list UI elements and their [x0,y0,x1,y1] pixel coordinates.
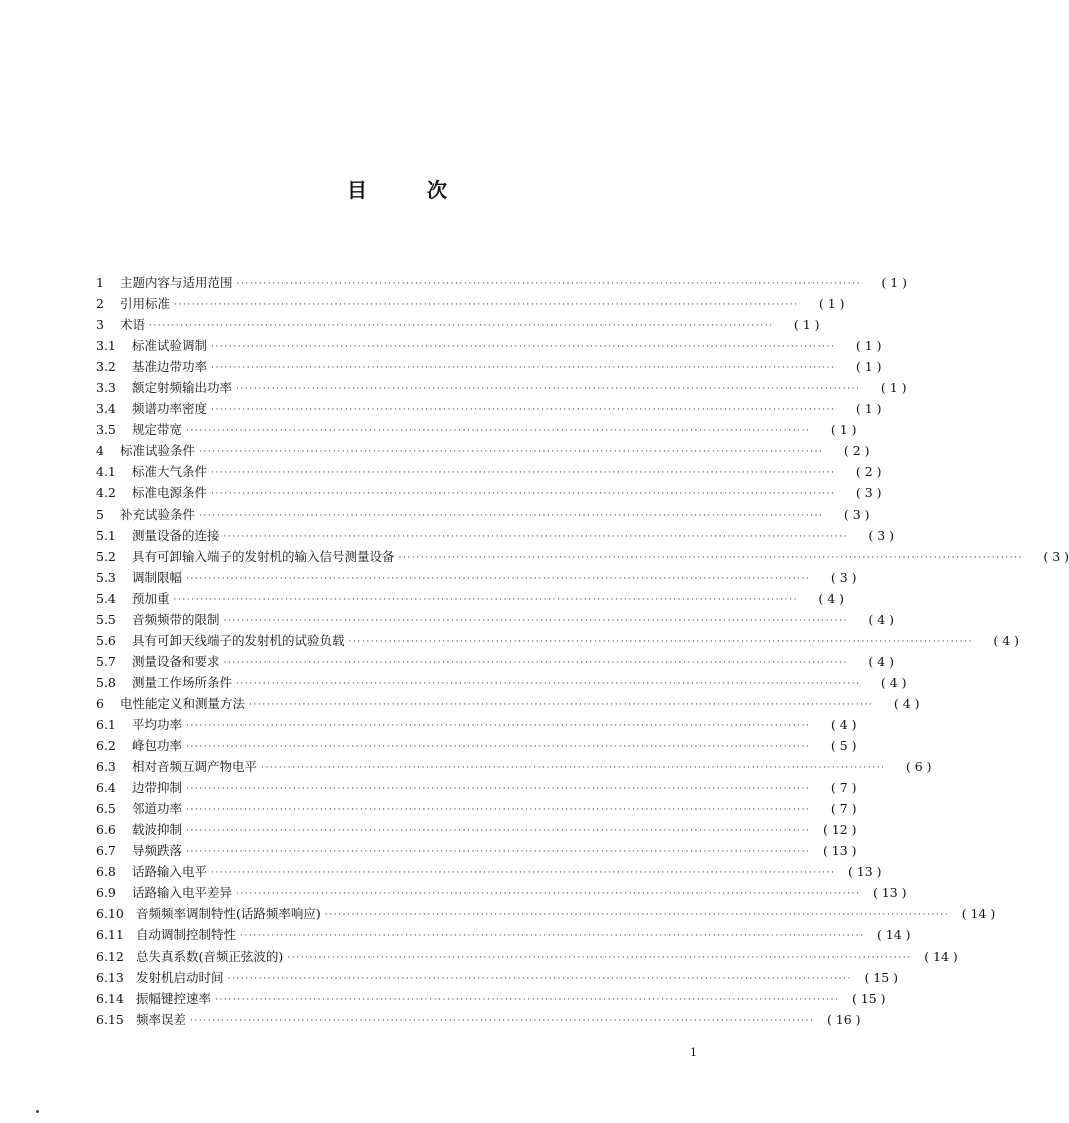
toc-entry-page: ( 7 ) [830,780,857,796]
toc-entry-number: 3 [96,317,104,333]
dot-leader: ············································································································································ [186,426,811,437]
toc-entry[interactable] [96,924,911,945]
toc-entry-page: ( 2 ) [843,443,870,459]
toc-entry-page: ( 4 ) [830,716,857,732]
toc-entry-number: 6.12 [96,948,124,964]
toc-entry-number: 3.4 [96,401,116,417]
dot-leader: ············································································································································ [211,489,836,500]
toc-entry-page: ( 1 ) [793,317,820,333]
dot-leader: ············································································································································ [199,447,824,458]
toc-entry-number: 5.7 [96,653,116,669]
dot-leader: ············································································································································ [215,994,840,1005]
toc-entry[interactable] [96,356,882,377]
toc-entry-title: 标准试验调制 [132,338,208,354]
toc-entry-title: 边带抑制 [132,780,183,796]
toc-entry[interactable] [96,461,882,482]
toc-entry-number: 6.5 [96,801,116,817]
title-char-1: 目 [347,178,367,202]
toc-entry[interactable] [96,903,996,924]
toc-entry[interactable] [96,693,920,714]
dot-leader: ············································································································································ [211,405,836,416]
toc-entry-title: 频率误差 [136,1011,187,1027]
toc-entry-title: 预加重 [132,590,170,606]
toc-entry-number: 6.2 [96,738,116,754]
dot-leader: ············································································································································ [236,678,861,689]
dot-leader: ············································································································································ [186,826,811,837]
toc-entry-page: ( 4 ) [893,695,920,711]
dot-leader: ············································································································································ [227,973,853,984]
toc-entry-number: 5.4 [96,590,116,606]
dot-leader: ············································································································································ [236,384,861,395]
toc-entry-number: 3.2 [96,359,116,375]
dot-leader: ············································································································································ [186,742,811,753]
toc-entry-page: ( 1 ) [855,359,882,375]
dot-leader: ············································································································································ [199,510,824,521]
toc-entry-number: 5.1 [96,527,116,543]
toc-entry-page: ( 13 ) [872,885,907,901]
toc-entry-number: 5.3 [96,569,116,585]
toc-entry[interactable] [96,840,857,861]
toc-entry[interactable] [96,546,1069,567]
dot-leader: ············································································································································ [186,573,811,584]
toc-entry-title: 引用标准 [120,296,171,312]
toc-entry-page: ( 15 ) [864,969,899,985]
toc-entry-title: 标准大气条件 [132,464,208,480]
toc-entry[interactable] [96,1009,861,1030]
toc-entry-page: ( 13 ) [847,864,882,880]
dot-leader: ············································································································································ [190,1015,815,1026]
toc-entry-page: ( 1 ) [855,338,882,354]
toc-entry-page: ( 13 ) [822,843,857,859]
toc-entry-number: 6.15 [96,1011,124,1027]
toc-entry-page: ( 15 ) [851,990,886,1006]
toc-entry[interactable] [96,630,1020,651]
dot-leader: ············································································································································ [223,531,849,542]
toc-entry-number: 6.8 [96,864,116,880]
toc-entry[interactable] [96,819,857,840]
toc-entry-title: 发射机启动时间 [136,969,224,985]
toc-entry-page: ( 1 ) [881,275,908,290]
page-title [0,174,794,203]
dot-leader: ············································································································································ [249,699,874,710]
toc-entry-number: 3.1 [96,338,116,354]
table-of-contents [96,272,1069,1030]
toc-entry-number: 6.4 [96,780,116,796]
toc-entry-page: ( 1 ) [855,401,882,417]
toc-entry[interactable] [96,672,907,693]
toc-entry-title: 调制限幅 [132,569,183,585]
toc-entry[interactable] [96,419,857,440]
toc-entry-number: 6.9 [96,885,116,901]
dot-leader: ············································································································································ [211,342,836,353]
dot-leader: ············································································································································ [236,889,861,900]
toc-entry-page: ( 3 ) [868,527,895,543]
dot-leader: ············································································································································ [186,847,811,858]
toc-entry-number: 4.1 [96,464,116,480]
toc-entry-number: 6.11 [96,927,124,943]
toc-entry-title: 规定带宽 [132,422,183,438]
toc-entry[interactable] [96,946,958,967]
toc-entry-page: ( 1 ) [818,296,845,312]
toc-entry-title: 相对音频互调产物电平 [132,759,258,775]
toc-entry[interactable] [96,398,882,419]
toc-entry[interactable] [96,798,857,819]
dot-leader: ············································································································································ [149,321,774,332]
toc-entry-page: ( 14 ) [961,906,996,922]
toc-entry-number: 4.2 [96,485,116,501]
toc-entry-title: 话路输入电平 [132,864,208,880]
dot-leader: ············································································································································ [223,657,849,668]
toc-entry-title: 标准试验条件 [120,443,196,459]
toc-entry[interactable] [96,272,908,293]
toc-entry-number: 6.10 [96,906,124,922]
toc-entry[interactable] [96,714,857,735]
toc-entry-title: 频谱功率密度 [132,401,208,417]
toc-entry-number: 5.2 [96,548,116,564]
toc-entry-title: 平均功率 [132,716,183,732]
toc-entry-title: 邻道功率 [132,801,183,817]
toc-entry-page: ( 1 ) [880,380,907,396]
toc-entry[interactable] [96,967,899,988]
toc-entry-page: ( 3 ) [1043,548,1069,564]
toc-entry-number: 6.7 [96,843,116,859]
toc-entry[interactable] [96,377,907,398]
toc-entry-page: ( 16 ) [826,1011,861,1027]
toc-entry[interactable] [96,293,845,314]
dot-leader: ············································································································································ [240,931,865,942]
toc-entry-title: 话路输入电平差异 [132,885,233,901]
toc-entry-number: 5 [96,506,104,522]
toc-entry[interactable] [96,988,886,1009]
toc-entry-page: ( 14 ) [924,948,958,964]
toc-entry-page: ( 4 ) [868,653,895,669]
toc-entry-number: 5.6 [96,632,116,648]
dot-leader: ············································································································································ [261,763,886,774]
dot-leader: ············································································································································ [236,279,862,289]
toc-entry[interactable] [96,588,845,609]
toc-entry-page: ( 4 ) [880,674,907,690]
toc-entry-page: ( 3 ) [830,569,857,585]
page-number: 1 [690,1046,697,1059]
dot-leader: ············································································································································ [173,594,799,605]
toc-entry-page: ( 1 ) [830,422,857,438]
toc-entry-page: ( 3 ) [855,485,882,501]
toc-entry-title: 测量设备的连接 [132,527,220,543]
toc-entry[interactable] [96,440,870,461]
dot-leader: ············································································································································ [324,910,950,921]
toc-entry-number: 1 [96,275,104,290]
toc-entry-number: 5.5 [96,611,116,627]
toc-entry[interactable] [96,756,932,777]
toc-entry[interactable] [96,567,857,588]
toc-entry-page: ( 3 ) [843,506,870,522]
toc-entry-page: ( 4 ) [993,632,1020,648]
toc-entry[interactable] [96,314,820,335]
toc-entry-page: ( 14 ) [876,927,911,943]
toc-entry-title: 总失真系数(音频正弦波的) [136,948,284,964]
scan-speck [36,1110,39,1113]
toc-entry-title: 音频频带的限制 [132,611,220,627]
toc-entry-title: 振幅键控速率 [136,990,212,1006]
toc-entry[interactable] [96,609,895,630]
toc-entry[interactable] [96,504,870,525]
toc-entry-title: 基准边带功率 [132,359,208,375]
toc-entry[interactable] [96,651,895,672]
toc-entry-title: 导频跌落 [132,843,183,859]
toc-entry-number: 4 [96,443,104,459]
dot-leader: ············································································································································ [186,805,811,816]
dot-leader: ············································································································································ [398,552,1024,563]
toc-entry[interactable] [96,525,895,546]
toc-entry[interactable] [96,882,907,903]
toc-entry-page: ( 4 ) [818,590,845,606]
dot-leader: ············································································································································ [287,952,912,963]
toc-entry-title: 具有可卸天线端子的发射机的试验负载 [132,632,345,648]
toc-entry-title: 载波抑制 [132,822,183,838]
toc-entry-number: 2 [96,296,104,312]
toc-entry-number: 6.1 [96,716,116,732]
toc-entry-title: 峰包功率 [132,738,183,754]
toc-entry-title: 标准电源条件 [132,485,208,501]
toc-entry-title: 自动调制控制特性 [136,927,237,943]
toc-entry[interactable] [96,482,882,503]
toc-entry-title: 额定射频输出功率 [132,380,233,396]
toc-entry-title: 音频频率调制特性(话路频率响应) [136,906,321,922]
toc-entry[interactable] [96,735,857,756]
toc-entry-page: ( 7 ) [830,801,857,817]
toc-entry-number: 6.13 [96,969,124,985]
toc-entry-title: 电性能定义和测量方法 [120,695,246,711]
toc-entry-page: ( 2 ) [855,464,882,480]
toc-entry[interactable] [96,335,882,356]
toc-entry-number: 6.3 [96,759,116,775]
dot-leader: ············································································································································ [211,363,836,374]
toc-entry-page: ( 6 ) [905,759,932,775]
toc-entry-page: ( 5 ) [830,738,857,754]
toc-entry-number: 6 [96,695,104,711]
toc-entry-number: 6.6 [96,822,116,838]
toc-entry-title: 术语 [120,317,146,333]
toc-entry-page: ( 4 ) [868,611,895,627]
toc-entry[interactable] [96,861,882,882]
toc-entry-title: 补充试验条件 [120,506,196,522]
dot-leader: ············································································································································ [223,615,849,626]
toc-entry-title: 测量设备和要求 [132,653,220,669]
dot-leader: ············································································································································ [211,868,836,879]
toc-entry-page: ( 12 ) [822,822,857,838]
dot-leader: ············································································································································ [186,720,811,731]
dot-leader: ············································································································································ [211,468,836,479]
toc-entry-title: 测量工作场所条件 [132,674,233,690]
toc-entry-number: 3.3 [96,380,116,396]
toc-entry-number: 3.5 [96,422,116,438]
title-char-2: 次 [427,178,447,202]
dot-leader: ············································································································································ [186,784,811,795]
dot-leader: ············································································································································ [174,300,799,311]
dot-leader: ············································································································································ [348,636,974,647]
toc-entry-title: 具有可卸输入端子的发射机的输入信号测量设备 [132,548,395,564]
toc-entry-title: 主题内容与适用范围 [120,275,233,290]
toc-entry-number: 5.8 [96,674,116,690]
toc-entry-number: 6.14 [96,990,124,1006]
toc-entry[interactable] [96,777,857,798]
